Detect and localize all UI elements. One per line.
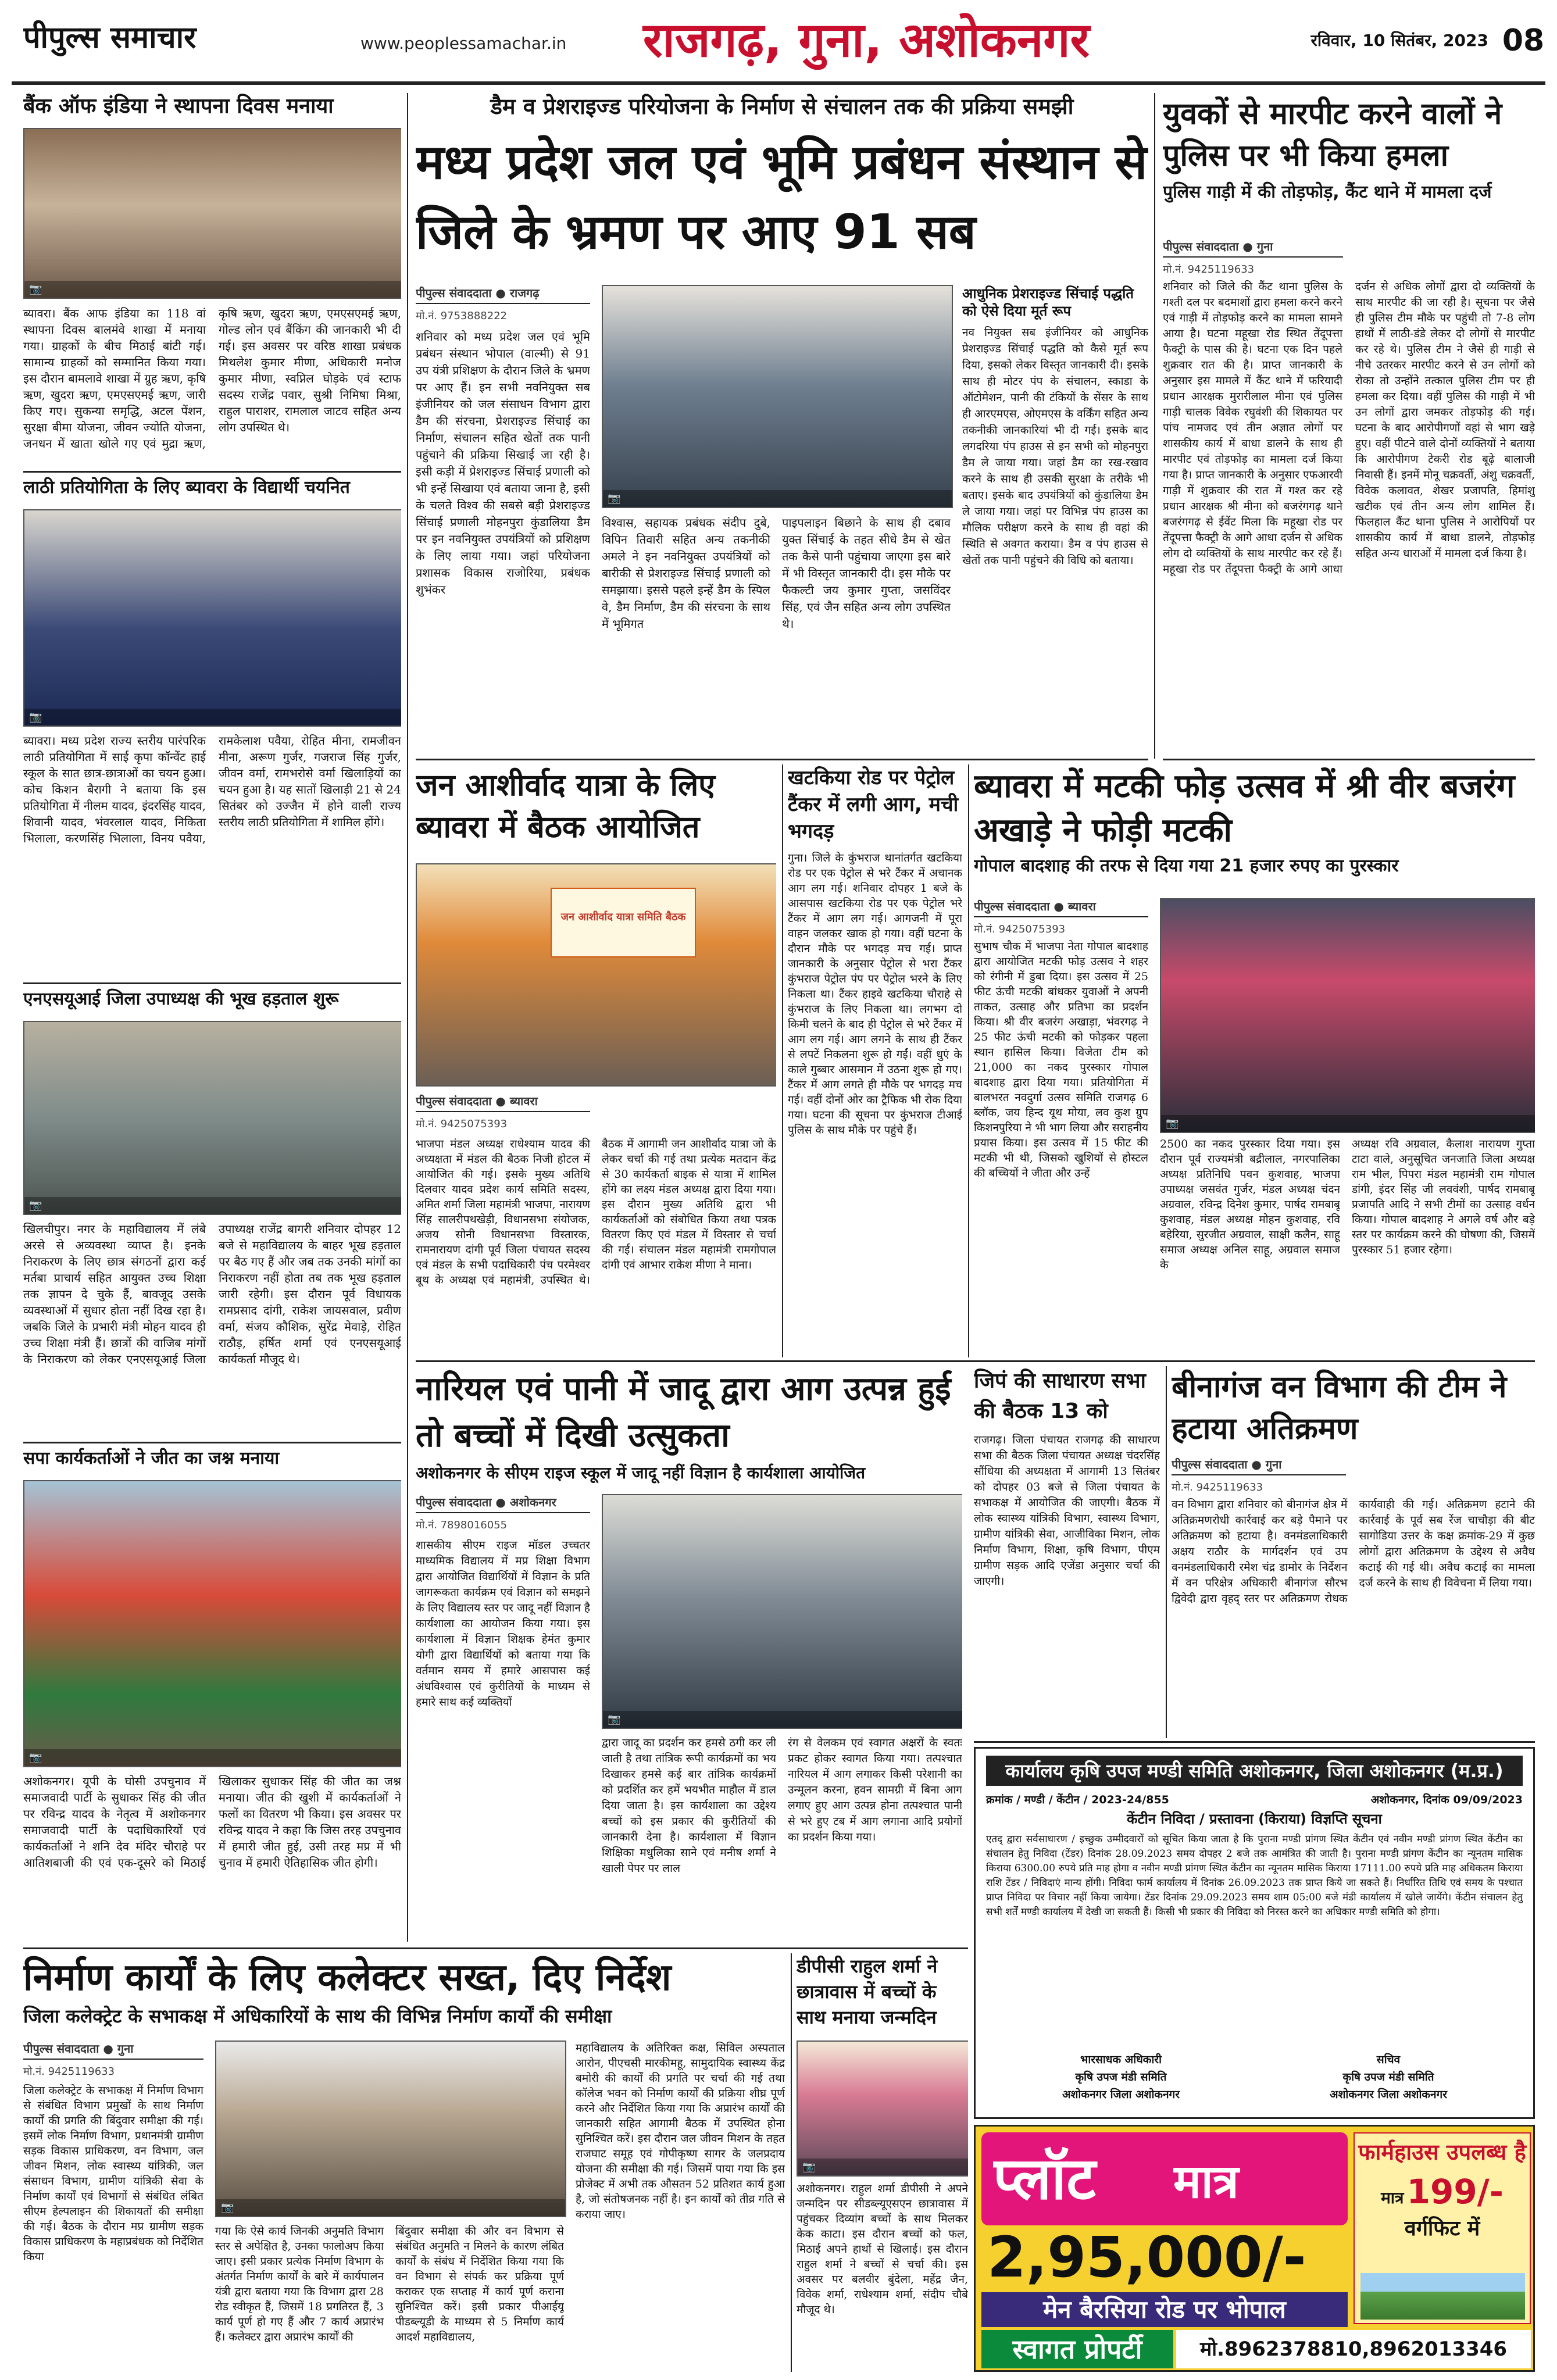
bina-byline: पीपुल्स संवाददाता ● गुना [1172, 1456, 1346, 1475]
notice-title: कार्यालय कृषि उपज मण्डी समिति अशोकनगर, जिला अशोकनगर (म.प्र.) [986, 1756, 1523, 1786]
bina-headline: बीनागंज वन विभाग की टीम ने हटाया अतिक्रमण [1172, 1370, 1507, 1446]
jan-byline-block [416, 1093, 590, 1128]
lathi-body: ब्यावरा। मध्य प्रदेश राज्य स्तरीय पारंपरिक लाठी प्रतियोगिता में साई कृपा कॉन्वेंट हाई स्कूल के सात छात्र-छात्राओं का चयन हुआ। कोच किशन बैरागी ने बताया कि इस प्रतियोगिता में नीलम यादव, इंदरसिंह यादव, शिवानी यादव, भंवरलाल यादव, निकिता भिलाला, करणसिंह भिलाला, विनय पवैया, रामकेलाश पवैया, रोहित मीना, रामजीवन मीना, अरूण गुर्जर, गजराज सिंह गुर्जर, जीवन वर्मा, रामभरोसे वर्मा खिलाड़ियों का चयन हुआ है। यह सातों खिलाड़ी 21 से 24 सितंबर को उज्जैन में होने वाली राज्य स्तरीय लाठी प्रतियोगिता में शामिल होंगे। [23, 734, 401, 845]
collector-byline: पीपुल्स संवाददाता ● गुना [23, 2040, 203, 2060]
lathi-photo-icon: 📷 [24, 709, 401, 726]
ad-farm-field-image [1360, 2273, 1525, 2320]
collector-mobile: मो.नं. 9425119633 [23, 2065, 115, 2078]
sapa-photo-icon: 📷 [24, 1749, 401, 1766]
property-ad [974, 2125, 1535, 2372]
ad-price: 2,95,000/- [987, 2225, 1306, 2289]
jan-photo-banner: जन आशीर्वाद यात्रा समिति बैठक [551, 888, 696, 957]
collector-story [23, 1953, 785, 2372]
dpc-photo [797, 2040, 968, 2177]
bank-photo [23, 128, 401, 299]
notice-sign-left-3: अशोकनगर जिला अशोकनगर [1062, 2088, 1180, 2101]
jip-story [974, 1366, 1160, 1738]
lead-body2: विश्वास, सहायक प्रबंधक संदीप दुबे, विपिन तिवारी सहित अन्य तकनीकी अमले ने इन नवनियुक्त उपयंत्रियों को बारीकी से प्रेशराइज्ड सिंचाई प्रणाली को समझाया। इससे पहले इन्हें डैम के स्पिल वे, डैम निर्माण, डैम की संरचना के साथ में भूमिगत [602, 516, 770, 631]
jan-body: भाजपा मंडल अध्यक्ष राधेश्याम यादव की अध्यक्षता में मंडल की बैठक निजी होटल में आयोजित की गई। इसके मुख्य अतिथि दिलवार यादव प्रदेश कार्य समिति सदस्य, अमित शर्मा जिला महामंत्री भाजपा, नारायण सिंह सालरीपथखेड़ी, विधानसभा संयोजक, अजय सोनी विधानसभा विस्तारक, रामनारायण दांगी पूर्व जिला पंचायत सदस्य एवं मंडल के सभी पदाधिकारी पंच परमेश्वर बूथ के अध्यक्ष एवं महामंत्री, उपस्थित थे। बैठक में आगामी जन आशीर्वाद यात्रा जो के लेकर चर्चा की गई तथा प्रत्येक मतदान केंद्र से 30 कार्यकर्ता बाइक से यात्रा में शामिल होंगे का लक्ष्य मंडल अध्यक्ष द्वारा दिया गया। इस दौरान मुख्य अतिथि द्वारा भी कार्यकर्ताओं को संबोधित किया तथा पत्रक वितरण किए एवं मंडल में विस्तार से चर्चा की गई। संचालन मंडल महामंत्री रामगोपाल दांगी एवं आभार राकेश मीणा ने माना। [416, 1138, 776, 1287]
police-byline-block [1163, 238, 1343, 273]
lead-photo-1-icon: 📷 [603, 490, 952, 507]
magic-photo-icon: 📷 [603, 1711, 962, 1728]
magic-body: शासकीय सीएम राइज मॉडल उच्चतर माध्यमिक विद्यालय में मप्र शिक्षा विभाग द्वारा आयोजित विद्यार्थियों में विज्ञान के प्रति जागरूकता कार्यक्रम एवं विज्ञान को समझने के लिए विद्यालय स्तर पर जादू नहीं विज्ञान है कार्यशाला का आयोजन किया गया। इस कार्यशाला में विज्ञान शिक्षक हेमंत कुमार योगी द्वारा विद्यार्थियों को बताया गया कि वर्तमान समय में हमारे आसपास कई अंधविश्वास एवं कुरीतियों के माध्यम से हमारे साथ कई व्यक्तियों [416, 1539, 590, 1709]
bank-body: ब्यावरा। बैंक आफ इंडिया का 118 वां स्थापना दिवस बालमंवे शाखा में मनाया गया। ग्राहकों के बीच मिठाई बांटी गई। सामान्य ग्राहकों को सम्मानित किया गया। इस दौरान बामलावे शाखा में ग्रुह ऋण, कृषि ऋण, खुदरा ऋण, एमएसएमई ऋण, जारी किए गए। सुकन्या समृद्धि, अटल पेंशन, सुरक्षा बीमा योजना, जीवन ज्योति योजना, जनधन में खाता खोले गए एवं मुद्रा ऋण, कृषि ऋण, खुदरा ऋण, एमएसएमई ऋण, गोल्ड लोन एवं बैंकिंग की जानकारी भी दी गई। इस अवसर पर वरिष्ठ शाखा प्रबंधक मिथलेश कुमार मीणा, अधिकारी मनोज कुमार मीणा, स्वप्निल घोड़के एवं स्टाफ सदस्य राजेंद्र पवार, सुश्री निमिषा मिश्रा, राहुल पाराशर, रामलाल जाटव सहित अन्य लोग उपस्थित थे। [23, 306, 401, 451]
jan-byline: पीपुल्स संवाददाता ● ब्यावरा [416, 1093, 590, 1112]
magic-mobile: मो.नं. 7898016055 [416, 1519, 508, 1529]
police-body: शनिवार को जिले की कैंट थाना पुलिस के गश्ती दल पर बदमाशों द्वारा हमला करने करने एवं गाड़ी में तोड़फोड़ करने का मामला सामने आया है। घटना महूखा रोड स्थित तेंदूपत्ता फैक्ट्री के पास की है। घटना एक दिन पहले शुक्रवार रात की है। प्राप्त जानकारी के अनुसार इस मामले में कैंट थाने में फरियादी प्रधान आरक्षक मुरारीलाल मीना एवं पुलिस गाड़ी चालक विवेक रघुवंशी की शिकायत पर पांच नामजद एवं तीन अज्ञात लोगों पर शासकीय कार्य में बाधा डालने के साथ ही मारपीट एवं तोड़फोड़ का मामला दर्ज किया गया है। प्राप्त जानकारी के अनुसार एफआरवी गाड़ी में शुक्रवार की रात में गश्त कर रहे प्रधान आरक्षक श्री मीना को बजरंगगढ़ थाने बजरंगगढ़ से ईवेंट मिला कि महूखा रोड पर तेंदूपत्ता फैक्ट्री के आगे आधा दर्जन से अधिक लोग दो व्यक्तियों के साथ मारपीट कर रहे हैं। महूखा रोड पर तेंदूपत्ता फैक्ट्री के आगे आधा दर्जन से अधिक लोगों द्वारा दो व्यक्तियों के साथ मारपीट की जा रही है। सूचना पर जैसे ही पुलिस टीम मौके पर पहुंची तो 7-8 लोग हाथों में लाठी-डंडे लेकर दो लोगों से मारपीट कर रहे थे। पुलिस टीम ने जैसे ही गाड़ी से नीचे उतरकर मारपीट करने से उन लोगों को रोका तो उन्होंने तत्काल पुलिस टीम पर ही हमला कर दिया। वहीं पुलिस की गाड़ी में भी उन लोगों द्वारा जमकर तोड़फोड़ की गई। घटना के बाद आरोपीगणों वहां से भाग खड़े हुए। वहीं पीटने वाले दोनों व्यक्तियों ने बताया कि आरोपीगण टेकरी रोड बूढ़े बालाजी निवासी हैं। इनमें मोनू चक्रवर्ती, अंशु चक्रवर्ती, विवेक कलावत, शेखर प्रजापति, हिमांशु खटीक एवं तीन अन्य लोग शामिल हैं। फिलहाल कैंट थाना पुलिस ने आरोपियों पर शासकीय कार्य में बाधा डालने, तोड़फोड़ सहित अन्य धाराओं में मामला दर्ज किया है। [1163, 280, 1535, 576]
magic-byline: पीपुल्स संवाददाता ● अशोकनगर [416, 1494, 590, 1513]
lathi-photo [23, 509, 401, 727]
notice-subtitle: केंटीन निविदा / प्रस्तावना (किराया) विज्ञप्ति सूचना [1127, 1811, 1382, 1827]
masthead-website: www.peoplessamachar.in [360, 34, 567, 53]
tanker-headline: खटकिया रोड पर पेट्रोल टैंकर में लगी आग, मची भगदड़ [788, 766, 959, 843]
jip-body: राजगढ़। जिला पंचायत राजगढ़ की साधारण सभा की बैठक जिला पंचायत अध्यक्ष चंदरसिंह सौंधिया की अध्यक्षता में आगामी 13 सितंबर को दोपहर 03 बजे से जिला पंचायत के सभाकक्ष में आयोजित की जाएगी। बैठक में लोक स्वास्थ्य यांत्रिकी विभाग, स्वास्थ्य विभाग, ग्रामीण यांत्रिकी सेवा, आजीविका मिशन, लोक निर्माण विभाग, शिक्षा, कृषि विभाग, पीएम ग्रामीण सड़क आदि एजेंडा अनुसार चर्चा की जाएगी। [974, 1434, 1160, 1588]
collector-body3: बिंदुवार समीक्षा की और वन विभाग से संबंधित अनुमति न मिलने के कारण लंबित कार्यों के संबंध में निर्देशित किया गया कि वन विभाग से संपर्क कर प्रक्रिया पूर्ण कराकर एक सप्ताह में कार्य पूर्ण कराना सुनिश्चित करें। इसी प्रकार पीआईयू पीडब्ल्यूडी के माध्यम से 5 निर्माण कार्य आदर्श महाविद्यालय, [395, 2225, 564, 2343]
lead-sidebar [962, 285, 1148, 744]
lead-kicker: डैम व प्रेशराइज्ड परियोजना के निर्माण से संचालन तक की प्रक्रिया समझी [490, 94, 1074, 119]
notice-sign-right-2: कृषि उपज मंडी समिति [1342, 2071, 1434, 2084]
notice-sign-left-1: भारसाधक अधिकारी [1080, 2053, 1162, 2066]
matki-byline: पीपुल्स संवाददाता ● ब्यावरा [974, 898, 1148, 917]
notice-body: एतद् द्वारा सर्वसाधारण / इच्छुक उम्मीदवारों को सूचित किया जाता है कि पुराना मण्डी प्रांगण स्थित केंटीन एवं नवीन मण्डी प्रांगण स्थित केंटीन का संचालन हेतु निविदा (टेंडर) दिनांक 28.09.2023 समय दोपहर 2 बजे तक आमंत्रित की जाती है। पुराना मण्डी प्रांगण केंटीन का न्यूनतम मासिक किराया 6300.00 रुपये प्रति माह होगा व नवीन मण्डी प्रांगण स्थित केंटीन का न्यूनतम मासिक किराया 17111.00 रुपये प्रति माह अधिकतम किराया राशि टेंडर / निविदाएं मान्य होंगी। निविदा फार्म कार्यालय में दिनांक 26.09.2023 तक प्राप्त किये जा सकते हैं। निर्धारित तिथि एवं समय के पश्चात प्राप्त निविदा पर विचार नहीं किया जायेगा। टेंडर दिनांक 29.09.2023 समय शाम 05:00 बजे मंडी कार्यालय में खोले जायेंगे। केंटीन संचालन हेतु सभी शर्तें मण्डी कार्यालय में देखी जा सकती हैं। किसी भी प्रकार की निविदा को निरस्त करने का अधिकार मण्डी समिति को होगा। [986, 1834, 1523, 1918]
jip-headline: जिपं की साधारण सभा की बैठक 13 को [974, 1369, 1146, 1423]
lead-mobile: मो.नं. 9753888222 [416, 310, 508, 322]
police-headline: युवकों से मारपीट करने वालों ने पुलिस पर भी किया हमला [1163, 97, 1502, 173]
sapa-body: अशोकनगर। यूपी के घोसी उपचुनाव में समाजवादी पार्टी के सुधाकर सिंह की जीत पर रविन्द्र यादव के नेतृत्व में अशोकनगर समाजवादी पार्टी के पदाधिकारियों एवं कार्यकर्ताओं ने शनि देव मंदिर चौराहे पर आतिशबाजी की एवं एक-दूसरे को मिठाई खिलाकर सुधाकर सिंह की जीत का जश्न मनाया। जीत की खुशी में कार्यकर्ताओं ने फलों का वितरण भी किया। इस अवसर पर रविन्द्र यादव ने कहा कि जिस तरह उपचुनाव में हमारी जीत हुई, उसी तरह मप्र में भी चुनाव में हमारी ऐतिहासिक जीत होगी। [23, 1774, 401, 1870]
magic-photo [602, 1494, 962, 1729]
ad-company: स्वागत प्रोपर्टी [981, 2330, 1173, 2368]
nsui-story [23, 988, 401, 1436]
matki-body2: 2500 का नकद पुरस्कार दिया गया। इस दौरान पूर्व राज्यमंत्री बद्रीलाल, नगरपालिका अध्यक्ष प्रतिनिधि पवन कुशवाह, भाजपा उपाध्यक्ष जसवंत गुर्जर, मंडल अध्यक्ष चंदन अग्रवाल, रविन्द्र दिनेश कुमार, पार्षद रामबाबू कुशवाह, मंडल अध्यक्ष मोहन कुशवाह, रवि बहेरिया, सुरजीत अग्रवाल, साक्षी कलैन, साहू समाज अध्यक्ष अनिल साहू, अग्रवाल समाज के [1160, 1138, 1340, 1271]
lead-body: शनिवार को मध्य प्रदेश जल एवं भूमि प्रबंधन संस्थान भोपाल (वाल्मी) से 91 उप यंत्री प्रशिक्षण के दौरान जिले के भ्रमण पर आए हैं। इन सभी नवनियुक्त सब इंजीनियर को जल संसाधन विभाग द्वारा डैम की संरचना, प्रेशराइज्ड सिंचाई का निर्माण, संचालन सहित खेतों तक पानी पहुंचाने की प्रक्रिया सिखाई जा रही है। इसी कड़ी में प्रेशराइज्ड सिंचाई प्रणाली को भी इन्हें सिखाया एवं बताया जाना है, इसी के चलते विश्व की सबसे बड़ी प्रेशराइज्ड सिंचाई प्रणाली मोहनपुरा कुंडालिया डैम पर इन नवनियुक्त उपयंत्रियों को प्रशिक्षण के लिए लाया गया। जहां परियोजना प्रशासक विकास राजोरिया, प्रबंधक शुभंकर [416, 330, 590, 596]
collector-body: जिला कलेक्ट्रेट के सभाकक्ष में निर्माण विभाग से संबंधित विभाग प्रमुखों के साथ निर्माण कार्यों की प्रगति की बिंदुवार समीक्षा की गई। इसमें लोक निर्माण विभाग, प्रधानमंत्री ग्रामीण सड़क विकास प्राधिकरण, वन विभाग, जल जीवन मिशन, लोक स्वास्थ्य यांत्रिकी, जल संसाधन विभाग, ग्रामीण यांत्रिकी सेवा के निर्माण कार्यों एवं विभागों से संबंधित लंबित सीएम हेल्पलाइन की शिकायतों की समीक्षा की गई। बैठक के दौरान मप्र ग्रामीण सड़क विकास प्राधिकरण के महाप्रबंधक को निर्देशित किया [23, 2084, 203, 2263]
matki-byline-block [974, 898, 1148, 933]
jan-mobile: मो.नं. 9425075393 [416, 1118, 508, 1128]
notice-sign-left-2: कृषि उपज मंडी समिति [1075, 2071, 1167, 2084]
bank-headline: बैंक ऑफ इंडिया ने स्थापना दिवस मनाया [23, 94, 334, 118]
sapa-headline: सपा कार्यकर्ताओं ने जीत का जश्न मनाया [23, 1448, 280, 1468]
dpc-story [797, 1953, 968, 2372]
dpc-headline: डीपीसी राहुल शर्मा ने छात्रावास में बच्चों के साथ मनाया जन्मदिन [797, 1955, 938, 2028]
collector-headline: निर्माण कार्यों के लिए कलेक्टर सख्त, दिए निर्देश [23, 1956, 672, 1999]
matki-photo [1160, 898, 1535, 1133]
ad-farm-price: 199/- [1406, 2172, 1504, 2211]
matki-body3: अध्यक्ष रवि अग्रवाल, कैलाश नारायण गुप्ता टाटा वाले, अनुसूचित जनजाति जिला अध्यक्ष राम भील, पिपरा मंडल महामंत्री राम गोपाल डांगी, इंदर सिंह जी लववंशी, पार्षद रामबाबू प्रजापति आदि ने सभी टीमों का उत्साह वर्धन किया। गोपाल बादशाह ने अगले वर्ष और बड़े स्तर पर कार्यक्रम करने की घोषणा की, जिसमें पुरस्कार 51 हजार रहेगा। [1352, 1138, 1535, 1256]
matki-body: सुभाष चौक में भाजपा नेता गोपाल बादशाह द्वारा आयोजित मटकी फोड़ उत्सव ने शहर को रंगीनी में डुबा दिया। इस उत्सव में 25 फीट ऊंची मटकी बांधकर युवाओं ने अपनी ताकत, उत्साह और प्रतिभा का प्रदर्शन किया। श्री वीर बजरंग अखाड़ा, भंवरगढ़ ने 25 फीट ऊंची मटकी को फोड़कर पहला स्थान हासिल किया। विजेता टीम को 21,000 का नकद पुरस्कार गोपाल बादशाह द्वारा दिया गया। प्रतियोगिता में बालभरत नवदुर्गा उत्सव समिति राजगढ़ 6 ब्लॉक, जय हिन्द यूथ मोया, लव कुश ग्रुप किशनपुरिया ने भी भाग लिया और सराहनीय प्रयास किया। इस उत्सव में 15 फीट की मटकी भी थी, जिसको खुशियों से होस्टल की बच्चियों ने जीता और उन्हें [974, 940, 1148, 1180]
ad-farm-box [1354, 2132, 1531, 2324]
dpc-body: अशोकनगर। राहुल शर्मा डीपीसी ने अपने जन्मदिन पर सीडब्ल्यूएसएन छात्रावास में पहुंचकर दिव्यांग बच्चों के साथ मिलकर केक काटा। इस दौरान बच्चों को फल, मिठाई अपने हाथों से खिलाई। इस दौरान राहुल शर्मा ने बच्चों से चर्चा की। इस अवसर पर बलवीर बुंदेला, महेंद्र जैन, विवेक शर्मा, राधेश्याम शर्मा, संदीप चौबे मौजूद थे। [797, 2182, 968, 2316]
collector-photo-icon: 📷 [216, 2199, 565, 2216]
bina-story [1172, 1366, 1535, 1738]
lead-col1 [416, 285, 590, 750]
tanker-body: गुना। जिले के कुंभराज थानांतर्गत खटकिया रोड पर एक पेट्रोल से भरे टैंकर में अचानक आग लग गई। शनिवार दोपहर 1 बजे के आसपास खटकिया रोड पर एक पेट्रोल भरे टैंकर में आग लग गई। आगजनी में पूरा वाहन जलकर खाक हो गया। वहीं घटना के दौरान मौके पर भगदड़ मच गई। प्राप्त जानकारी के अनुसार पेट्रोल से भरा टैंकर कुंभराज पेट्रोल पंप पर पेट्रोल भरने के लिए निकला था। टैंकर हाइवे खटकिया चौराहे से कुंभराज के लिए निकला था। लगभग दो किमी चलने के बाद ही पेट्रोल से भरे टैंकर में आग लग गई। आग लगने के साथ ही टैंकर से लपटें निकलना शुरू हो गईं। वहीं धुएं के काले गुब्बार आसमान में उठना शुरू हो गए। टैंकर में आग लगते ही मौके पर भगदड़ मच गई। वहीं दोनों ओर का ट्रैफिक भी रोक दिया गया। घटना की सूचना पर कुंभराज टीआई पुलिस के साथ मौके पर पहुंचे हैं। [788, 852, 962, 1137]
notice-sign-right-3: अशोकनगर जिला अशोकनगर [1330, 2088, 1447, 2101]
police-byline: पीपुल्स संवाददाता ● गुना [1163, 238, 1343, 258]
bina-body: वन विभाग द्वारा शनिवार को बीनागंज क्षेत्र में अतिक्रमणरोधी कार्रवाई कर बड़े पैमाने पर अतिक्रमण को हटाया है। वनमंडलाधिकारी अक्षय राठौर के मार्गदर्शन एवं उप वनमंडलाधिकारी रमेश चंद्र डामोर के निर्देशन में वन परिक्षेत्र अधिकारी बीनागंज सौरभ द्विवेदी द्वारा वृहद् स्तर पर अतिक्रमण रोधक कार्यवाही की गई। अतिक्रमण हटाने की कार्रवाई के पूर्व सब रेंज चाचौड़ा की बीट सागोडिया उत्तर के कक्ष क्रमांक-29 में कुछ लोगों द्वारा अतिक्रमण के उद्देश्य से अवैध कटाई की गई थी। अवैध कटाई का मामला दर्ज करने के साथ ही विवेचना में लिया गया। [1172, 1498, 1535, 1605]
mandi-notice [974, 1747, 1535, 2119]
magic-subhead: अशोकनगर के सीएम राइज स्कूल में जादू नहीं विज्ञान है कार्यशाला आयोजित [416, 1463, 866, 1482]
bina-mobile: मो.नं. 9425119633 [1172, 1481, 1263, 1491]
ad-road: मेन बैरसिया रोड पर भोपाल [981, 2292, 1348, 2327]
dpc-photo-icon: 📷 [798, 2159, 968, 2175]
ad-phone: मो.8962378810,8962013346 [1176, 2330, 1531, 2368]
police-mobile: मो.नं. 9425119633 [1163, 263, 1255, 273]
nsui-headline: एनएसयूआई जिला उपाध्यक्ष की भूख हड़ताल शुरू [23, 989, 339, 1009]
collector-body2: गया कि ऐसे कार्य जिनकी अनुमति विभाग स्तर से अपेक्षित है, उनका फालोअप किया जाए। इसी प्रकार प्रत्येक निर्माण विभाग के अंतर्गत निर्माण कार्यों के बारे में कार्यपालन यंत्री द्वारा बताया गया कि विभाग द्वारा 28 रोड स्वीकृत हैं, जिसमें 18 प्रगतिरत हैं, 3 कार्य पूर्ण हो गए हैं और 7 कार्य अप्रारंभ हैं। कलेक्टर द्वारा अप्रारंभ कार्यों की [215, 2225, 384, 2343]
lead-sidebar-title: आधुनिक प्रेशराइज्ड सिंचाई पद्धति को ऐसे दिया मूर्त रूप [962, 285, 1134, 319]
magic-body2: द्वारा जादू का प्रदर्शन कर हमसे ठगी कर ली जाती है तथा तांत्रिक रूपी कार्यक्रमों का भय दिखाकर हमसे कई बार तांत्रिक कार्यक्रमों को प्रदर्शित कर हमें भयभीत माहौल में डाल दिया जाता है। इस कार्यशाला का उद्देश्य बच्चों को इस प्रकार की कुरीतियों की जानकारी देना है। कार्यशाला में विज्ञान शिक्षिका मधुलिका साने एवं मनीष शर्मा ने खाली पेपर पर लाल [602, 1736, 776, 1875]
lathi-headline: लाठी प्रतियोगिता के लिए ब्यावरा के विद्यार्थी चयनित [23, 477, 350, 498]
magic-story [416, 1366, 962, 1942]
tanker-story [788, 764, 962, 1357]
lead-byline: पीपुल्स संवाददाता ● राजगढ़ [416, 285, 590, 304]
collector-body4: महाविद्यालय के अतिरिक्त कक्ष, सिविल अस्पताल आरोन, पीएचसी मारकीमहू, सामुदायिक स्वास्थ्य केंद्र बमोरी की कार्यों की प्रगति पर चर्चा की गई तथा कॉलेज भवन को निर्माण कार्यों की प्रक्रिया शीघ्र पूर्ण करने और निर्देशित किया गया कि अप्रारंभ कार्यों की जानकारी सहित आगामी बैठक में उपस्थित होना सुनिश्चित करें। इस दौरान जल जीवन मिशन के तहत राजघाट समूह एवं गोपीकृष्ण सागर के जलप्रदाय योजना की समीक्षा की गई। जिसमें पाया गया कि इस प्रोजेक्ट में अभी तक औसतन 52 प्रतिशत कार्य हुआ है, जो संतोषजनक नहीं है। इन कार्यों को तीव्र गति से कराया जाए। [576, 2042, 785, 2221]
masthead-date: रविवार, 10 सितंबर, 2023 [1310, 31, 1488, 50]
ad-plot-word: प्लॉट [993, 2145, 1096, 2213]
sapa-photo [23, 1480, 401, 1767]
notice-sign-left [1010, 2051, 1231, 2115]
ad-farm-title: फार्महाउस उपलब्ध है [1358, 2139, 1526, 2165]
lathi-story [23, 477, 401, 977]
lead-sidebar-body: नव नियुक्त सब इंजीनियर को आधुनिक प्रेशराइज्ड सिंचाई पद्धति को कैसे मूर्त रूप दिया, इसको लेकर विस्तृत जानकारी दी। इसके साथ ही मोटर पंप के संचालन, स्काडा के ऑटोमेशन, पानी की टंकियों के सेंसर के साथ ही आरएमएस, ओएमएस के वर्किंग सहित अन्य तकनीकी जानकारियां भी दी गई। इसके बाद लगदरिया पंप हाउस से इन सभी को मोहनपुरा डैम ले जाया गया। जहां डैम का रख-रखाव करने के साथ ही उसकी सुरक्षा के तरीके भी बताए। इसके बाद उपयंत्रियों को कुंडालिया डैम ले जाया गया। जहां पर विभिन्न पंप हाउस का मौलिक परीक्षण करने के साथ ही वहां की स्थिति से अवगत कराया। डैम व पंप हाउस से खेतों तक पानी पहुंचने की विधि को बताया। [962, 326, 1148, 567]
magic-body3: रंग से वेलकम एवं स्वागत अक्षरों के स्वतः प्रकट होकर स्वागत किया गया। तत्पश्चात नारियल में आग लगाकर किसी परेशानी का उन्मूलन करना, हवन सामग्री में बिना आग लगाए हुए आग उत्पन्न होना तत्पश्चात पानी से भरे हुए टब में आग लगाना आदि प्रयोगों का प्रदर्शन किया गया। [788, 1736, 962, 1843]
lead-body3: पाइपलाइन बिछाने के साथ ही दबाव युक्त सिंचाई के तहत सीधे डैम से खेत तक कैसे पानी पहुंचाया जाएगा इस बारे में भी विस्तृत जानकारी दी। इस मौके पर फैकल्टी जय कुमार गुप्ता, जसविंदर सिंह, एवं जैन सहित अन्य लोग उपस्थित थे। [782, 516, 951, 631]
matki-story [974, 764, 1535, 1357]
magic-headline: नारियल एवं पानी में जादू द्वारा आग उत्पन्न हुई तो बच्चों में दिखी उत्सुकता [416, 1370, 951, 1455]
matki-subhead: गोपाल बादशाह की तरफ से दिया गया 21 हजार रुपए का पुरस्कार [974, 856, 1399, 876]
police-subhead: पुलिस गाड़ी में की तोड़फोड़, कैंट थाने में मामला दर्ज [1163, 182, 1492, 202]
lead-headline: मध्य प्रदेश जल एवं भूमि प्रबंधन संस्थान से जिले के भ्रमण पर आए 91 सब [416, 135, 1148, 260]
lead-photo-1 [602, 285, 953, 508]
notice-sign-right [1278, 2051, 1499, 2115]
jan-photo [416, 863, 776, 1087]
matki-headline: ब्यावरा में मटकी फोड़ उत्सव में श्री वीर बजरंग अखाड़े ने फोड़ी मटकी [974, 767, 1515, 849]
collector-photo [215, 2040, 566, 2217]
magic-byline-block [416, 1494, 590, 1529]
matki-mobile: मो.नं. 9425075393 [974, 923, 1066, 933]
nsui-photo [23, 1021, 401, 1215]
sapa-story [23, 1448, 401, 1942]
notice-ref-right: अशोकनगर, दिनांक 09/09/2023 [1370, 1793, 1523, 1806]
jan-story [416, 764, 776, 1357]
collector-subhead: जिला कलेक्ट्रेट के सभाकक्ष में अधिकारियों के साथ की विभिन्न निर्माण कार्यों की समीक्षा [23, 2005, 612, 2027]
collector-col1 [23, 2040, 203, 2372]
lead-story [416, 93, 1148, 756]
nsui-photo-icon: 📷 [24, 1197, 401, 1214]
nsui-body: खिलचीपुर। नगर के महाविद्यालय में लंबे अरसे से अव्यवस्था व्याप्त है। इनके निराकरण के लिए छात्र संगठनों द्वारा कई मर्तबा प्राचार्य सहित आयुक्त उच्च शिक्षा तक ज्ञापन दे चुके हैं, बावजूद उसके व्यवस्थाओं में सुधार होता नहीं दिख रहा है। जबकि जिले के प्रभारी मंत्री मोहन यादव ही उच्च शिक्षा मंत्री हैं। छात्रों की वाजिब मांगों के निराकरण को लेकर एनएसयूआई जिला उपाध्यक्ष राजेंद्र बागरी शनिवार दोपहर 12 बजे से महाविद्यालय के बाहर भूख हड़ताल पर बैठ गए हैं और जब तक उनकी मांगों का निराकरण नहीं होता तब तक भूख हड़ताल जारी रहेगी। इस दौरान पूर्व विधायक रामप्रसाद दांगी, राकेश जायसवाल, प्रवीण वर्मा, संजय कौशिक, सुरेंद्र मेवाड़े, रोहित राठौड़, हर्षित शर्मा एवं एनएसयूआई कार्यकर्ता मौजूद थे। [23, 1222, 401, 1366]
edition-title: राजगढ़, गुना, अशोकनगर [642, 13, 1090, 68]
ad-farm-matra: मात्र [1381, 2188, 1404, 2207]
ad-farm-unit: वर्गफिट में [1404, 2216, 1480, 2240]
page-number: 08 [1502, 23, 1545, 58]
police-story [1163, 93, 1535, 756]
bina-byline-block [1172, 1456, 1346, 1491]
jan-headline: जन आशीर्वाद यात्रा के लिए ब्यावरा में बैठक आयोजित [416, 768, 716, 845]
notice-ref-left: क्रमांक / मण्डी / केंटीन / 2023-24/855 [986, 1793, 1169, 1806]
ad-matra: मात्र [1173, 2154, 1239, 2209]
bank-story [23, 93, 401, 465]
notice-sign-right-1: सचिव [1376, 2053, 1401, 2066]
bank-photo-icon: 📷 [24, 281, 401, 298]
matki-photo-icon: 📷 [1161, 1115, 1535, 1132]
masthead [0, 0, 1557, 87]
masthead-logo: पीपुल्स समाचार [23, 20, 197, 55]
